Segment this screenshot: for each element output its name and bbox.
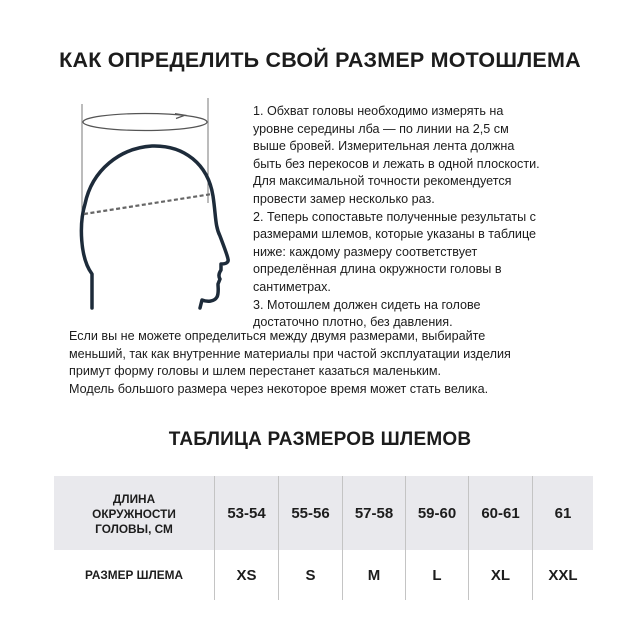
head-outline [81,146,228,308]
size-label: РАЗМЕР ШЛЕМА [54,550,215,600]
note-line: Модель большого размера через некоторое время может стать велика. [69,381,489,396]
table-cell-circumference: 61 [533,476,594,550]
circular-arrow [83,114,207,131]
table-cell-size: S [279,550,343,600]
instruction-line: достаточно плотно, без давления. [253,315,453,330]
table-row-circumference [54,476,593,550]
instruction-line: размерами шлемов, которые указаны в таблице [253,227,537,242]
table-row-size [54,550,593,600]
note-line: примут форму головы и шлем перестанет казаться маленьким. [69,364,442,379]
instruction-line: 2. Теперь сопоставьте полученные результаты с [253,209,536,224]
table-cell-circumference: 60-61 [469,476,533,550]
instruction-line: быть без перекосов и лежать в одной плоскости. [253,156,540,171]
table-cell-circumference: 55-56 [279,476,343,550]
table-cell-size: M [343,550,406,600]
instruction-line: 3. Мотошлем должен сидеть на голове [253,297,481,312]
size-advice-text [69,328,589,398]
instruction-line: выше бровей. Измерительная лента должна [253,139,515,154]
page-title: КАК ОПРЕДЕЛИТЬ СВОЙ РАЗМЕР МОТОШЛЕМА [59,48,581,72]
size-table-title: ТАБЛИЦА РАЗМЕРОВ ШЛЕМОВ [168,429,472,450]
head-profile-measurement-icon [72,98,232,318]
instruction-line: определённая длина окружности головы в [253,262,502,277]
circumference-label [54,476,215,550]
measurement-line [84,194,212,214]
instruction-line: Для максимальной точности рекомендуется [253,174,512,189]
note-line: меньший, так как внутренние материалы при частой эксплуатации изделия [69,346,511,361]
table-cell-size: L [406,550,469,600]
table-cell-size: XL [469,550,533,600]
instruction-line: 1. Обхват головы необходимо измерять на [253,104,504,118]
circumference-label-line: ГОЛОВЫ, СМ [95,521,173,536]
instruction-line: уровне середины лба — по линии на 2,5 см [253,121,509,136]
instruction-line: провести замер несколько раз. [253,191,435,206]
table-cell-circumference: 57-58 [343,476,406,550]
instructions-text [253,103,583,332]
note-line: Если вы не можете определиться между двумя размерами, выбирайте [69,329,486,343]
instruction-line: сантиметрах. [253,279,331,294]
size-table [54,476,593,600]
table-cell-size: XXL [533,550,594,600]
arrow-head-icon [175,114,185,119]
table-cell-size: XS [215,550,279,600]
table-cell-circumference: 53-54 [215,476,279,550]
instruction-line: ниже: каждому размеру соответствует [253,244,478,259]
circumference-label-line: ОКРУЖНОСТИ [92,506,176,521]
table-cell-circumference: 59-60 [406,476,469,550]
circumference-label-line: ДЛИНА [112,491,156,506]
